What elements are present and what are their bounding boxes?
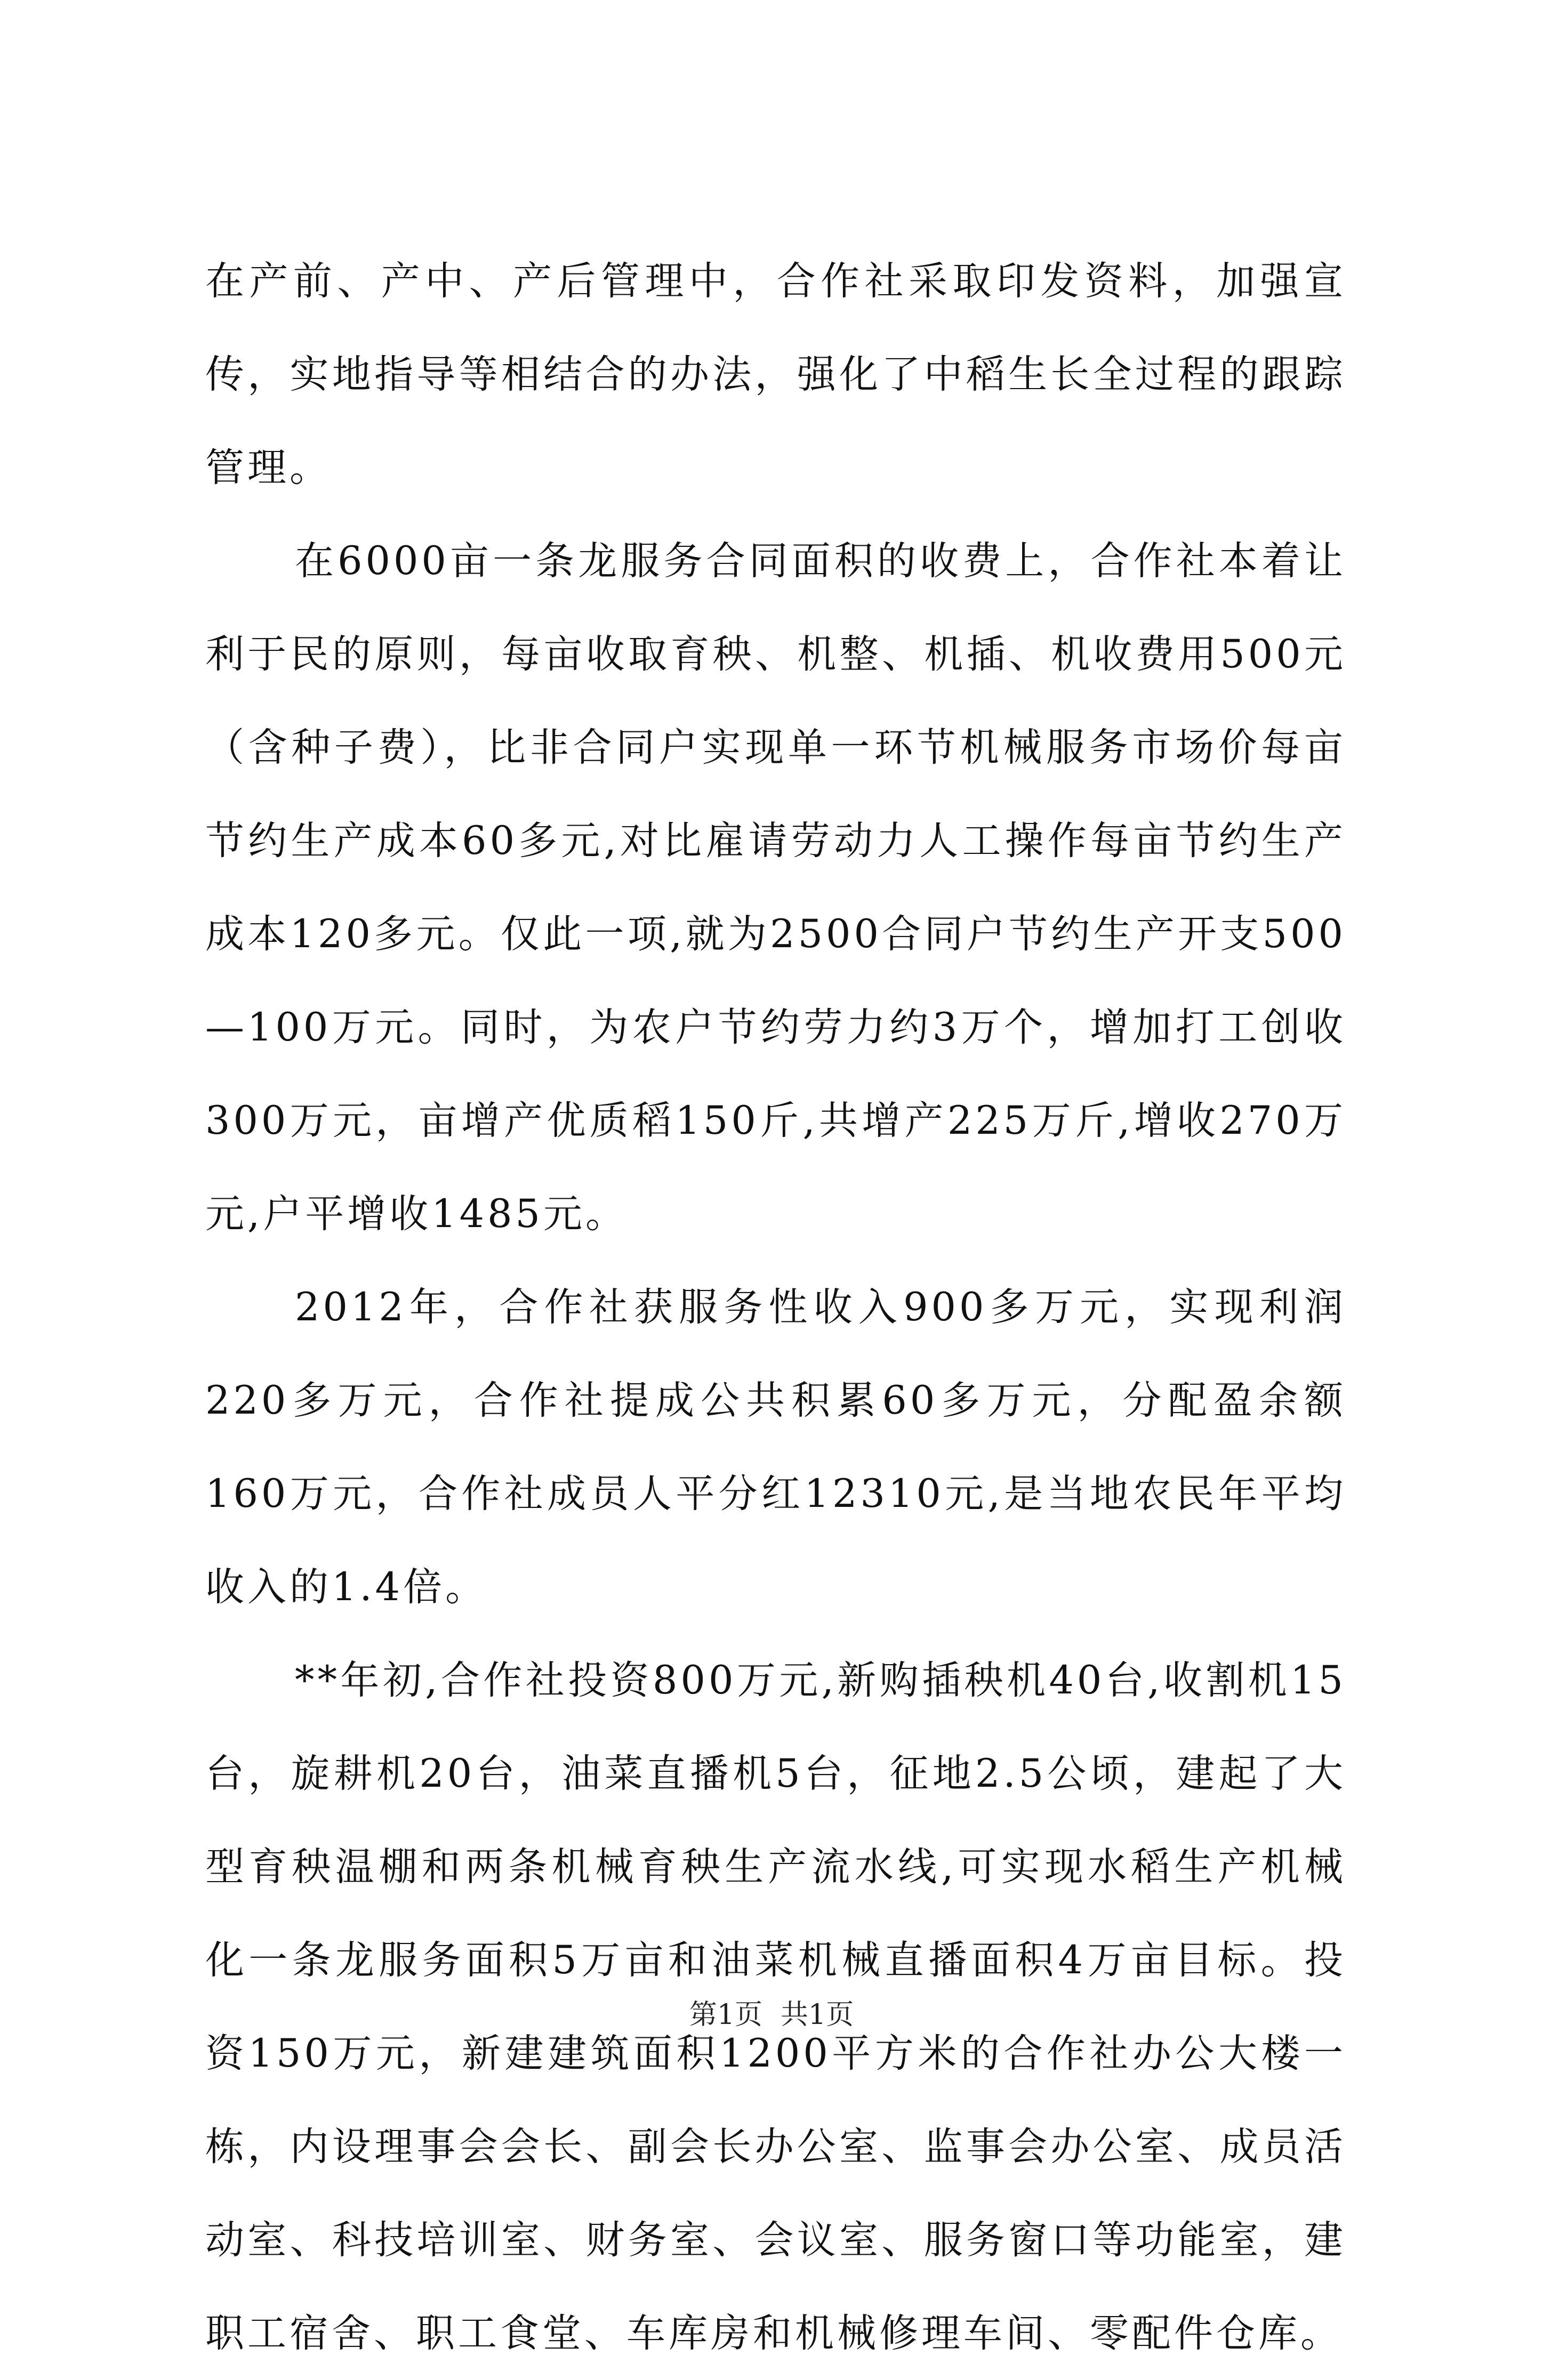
page-number: 第1页 xyxy=(689,1999,762,2031)
paragraph-service-fees: 在6000亩一条龙服务合同面积的收费上，合作社本着让利于民的原则，每亩收取育秧、机整、机插、机收费用500元（含种子费），比非合同户实现单一环节机械服务市场价每亩节约生产成本60多元,对比雇请劳动力人工操作每亩节约生产成本120多元。仅此一项,就为2500合同户节约生产开支500—100万元。同时，为农户节约劳力约3万个，增加打工创收300万元，亩增产优质稻150斤,共增产225万斤,增收270万元,户平增收1485元。 xyxy=(205,538,1346,1237)
page-footer xyxy=(0,1996,1543,2034)
paragraph-2012-income: 2012年，合作社获服务性收入900多万元，实现利润220多万元，合作社提成公共积累60多万元，分配盈余额160万元，合作社成员人平分红12310元,是当地农民年平均收入的1.4倍。 xyxy=(205,1285,1346,1610)
paragraph-management: 在产前、产中、产后管理中，合作社采取印发资料，加强宣传，实地指导等相结合的办法，强化了中稻生长全过程的跟踪管理。 xyxy=(205,259,1346,490)
page-total: 共1页 xyxy=(781,1999,854,2031)
paragraph-investment: **年初,合作社投资800万元,新购插秧机40台,收割机15台，旋耕机20台，油菜直播机5台，征地2.5公顷，建起了大型育秧温棚和两条机械育秧生产流水线,可实现水稻生产机械化一条龙服务面积5万亩和油菜机械直播面积4万亩目标。投资150万元，新建建筑面积1200平方米的合作社办公大楼一栋，内设理事会会长、副会长办公室、监事会办公室、成员活动室、科技培训室、财务室、会议室、服务窗口等功能室，建职工宿舍、职工食堂、车库房和机械修理车间、零配件仓库。 xyxy=(205,1658,1346,2356)
document-body xyxy=(205,235,1346,2380)
